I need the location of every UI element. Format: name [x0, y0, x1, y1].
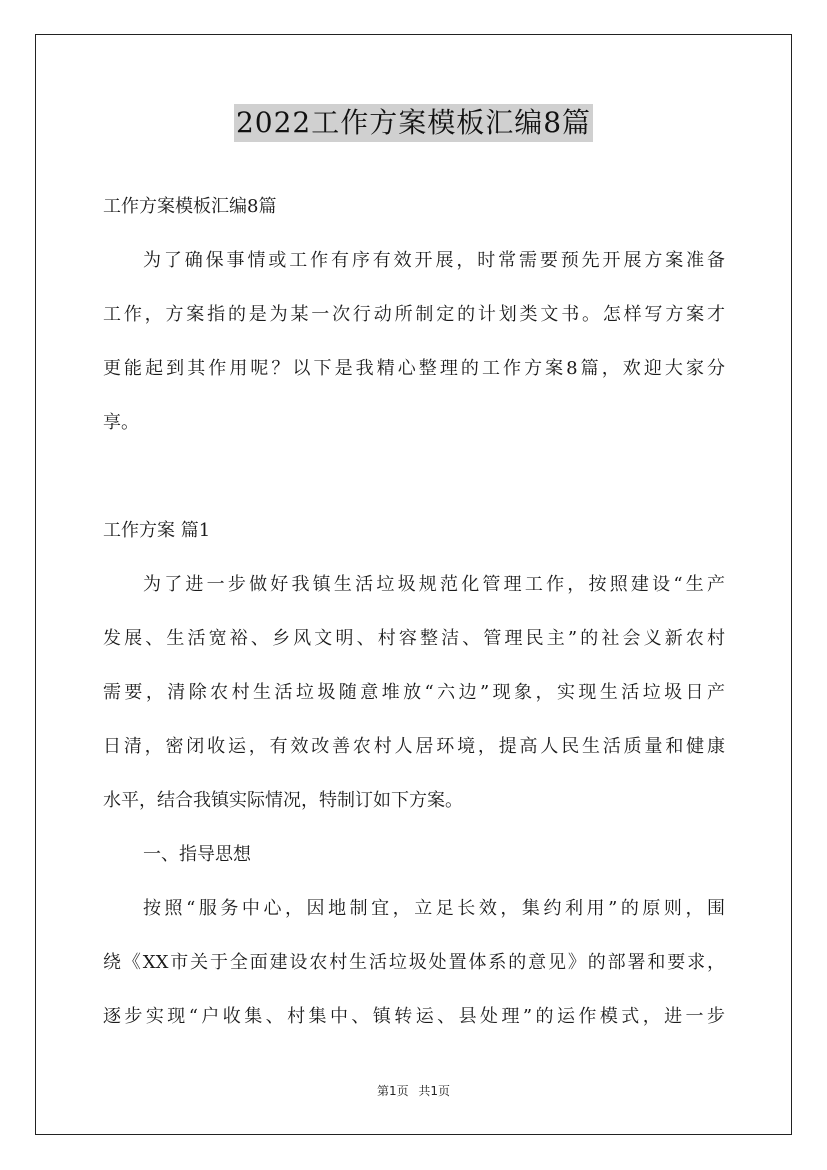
- paragraph-line: 逐步实现“户收集、村集中、镇转运、县处理”的运作模式，进一步: [103, 1006, 725, 1027]
- subheading: 一、指导思想: [143, 844, 251, 865]
- intro-line: 工作，方案指的是为某一次行动所制定的计划类文书。怎样写方案才: [103, 304, 725, 325]
- paragraph-line: 日清，密闭收运，有效改善农村人居环境，提高人民生活质量和健康: [103, 736, 725, 757]
- intro-line: 更能起到其作用呢？以下是我精心整理的工作方案8篇，欢迎大家分: [103, 358, 725, 379]
- page-number: 第1页: [376, 1084, 409, 1098]
- paragraph-line: 为了进一步做好我镇生活垃圾规范化管理工作，按照建设“生产: [143, 574, 725, 595]
- intro-line: 享。: [103, 412, 139, 433]
- document-body: [103, 180, 725, 1044]
- total-pages: 共1页: [418, 1084, 451, 1098]
- paragraph-line: 绕《XX市关于全面建设农村生活垃圾处置体系的意见》的部署和要求，: [103, 952, 725, 973]
- subtitle: 工作方案模板汇编8篇: [103, 196, 277, 217]
- title-area: [0, 104, 827, 142]
- document-title: 2022工作方案模板汇编8篇: [234, 104, 593, 142]
- intro-line: 为了确保事情或工作有序有效开展，时常需要预先开展方案准备: [143, 250, 725, 271]
- blank-line: [103, 450, 725, 504]
- paragraph-line: 需要，清除农村生活垃圾随意堆放“六边”现象，实现生活垃圾日产: [103, 682, 725, 703]
- section-heading: 工作方案 篇1: [103, 520, 211, 541]
- paragraph-line: 水平，结合我镇实际情况，特制订如下方案。: [103, 790, 463, 811]
- page-footer: [0, 1082, 827, 1099]
- paragraph-line: 按照“服务中心，因地制宜，立足长效，集约利用”的原则，围: [143, 898, 725, 919]
- paragraph-line: 发展、生活宽裕、乡风文明、村容整洁、管理民主”的社会义新农村: [103, 628, 725, 649]
